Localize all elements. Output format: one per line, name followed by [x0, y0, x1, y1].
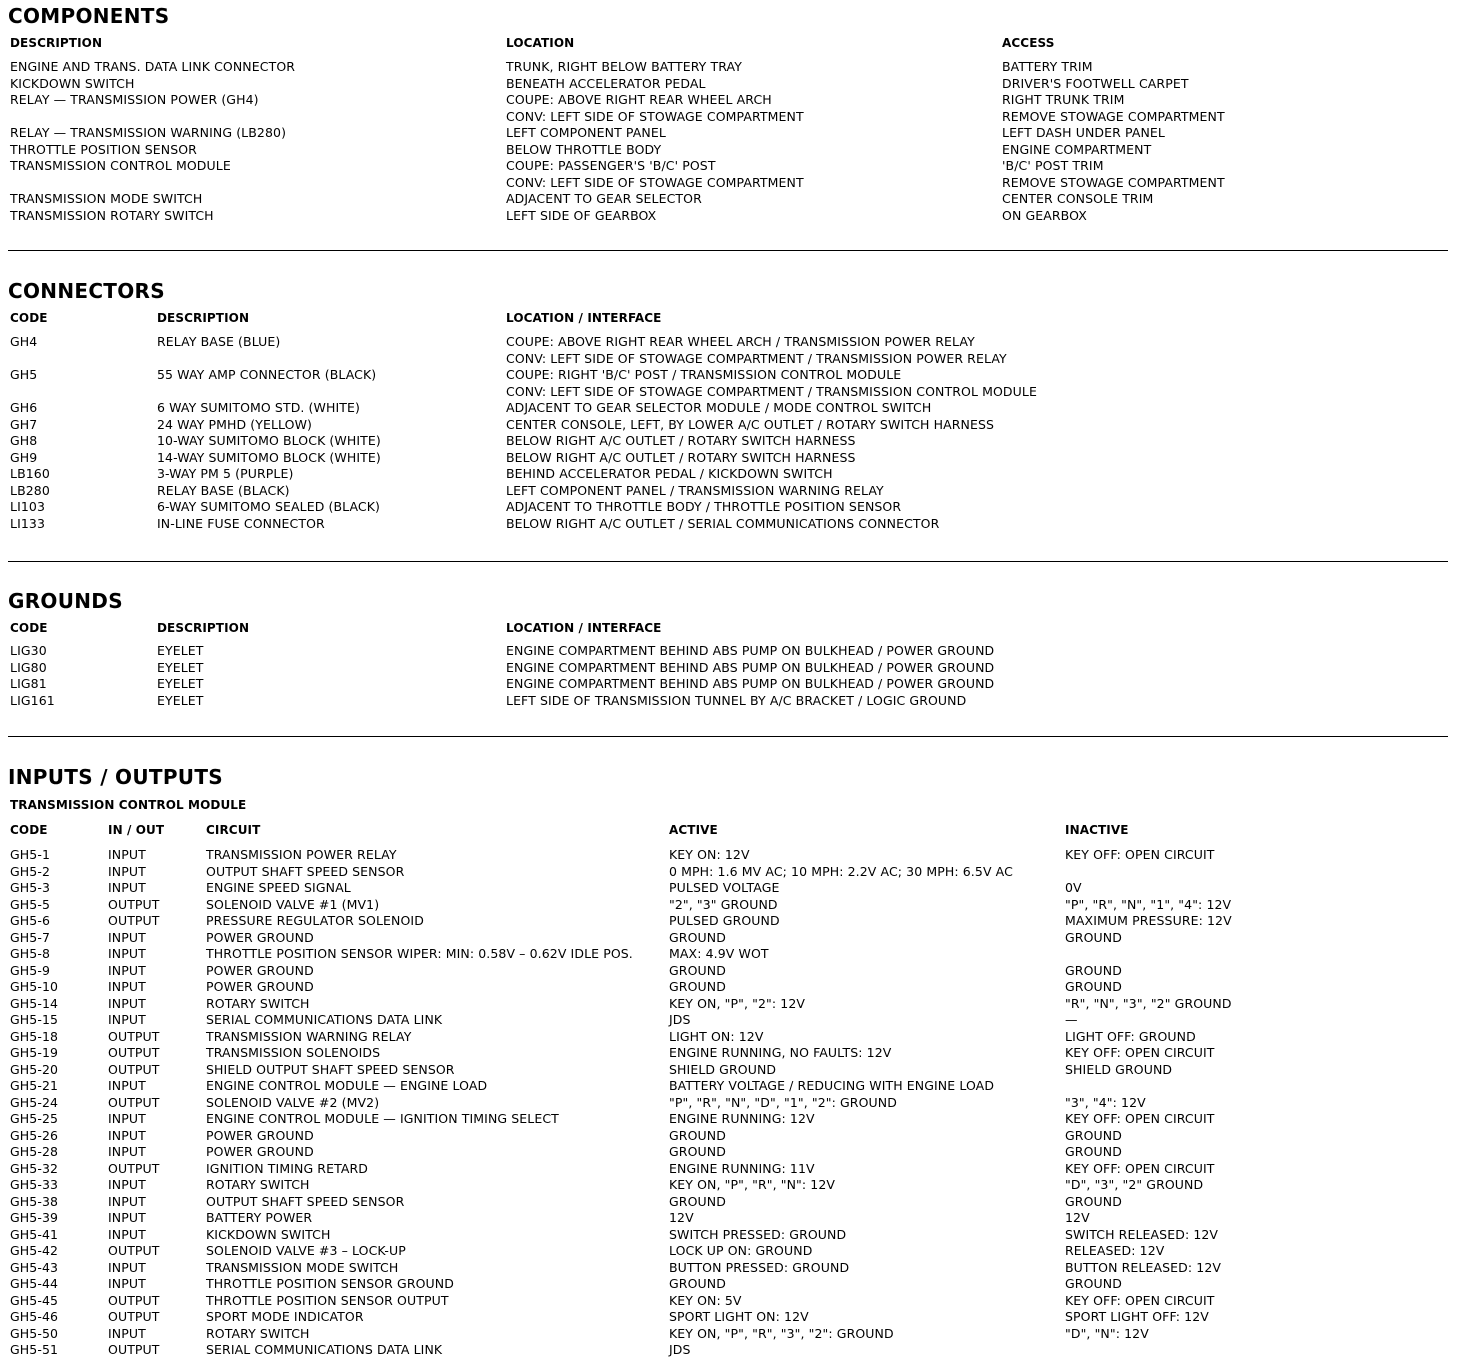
text-line: GROUND	[669, 979, 726, 994]
text-line: GH5-7	[10, 929, 51, 945]
text-line: BATTERY POWER	[206, 1210, 313, 1225]
text-line: SERIAL COMMUNICATIONS DATA LINK	[206, 1012, 443, 1027]
components-header-description: DESCRIPTION	[10, 36, 103, 50]
text-line: 0V	[1065, 880, 1082, 895]
text-line: GH5-25	[10, 1111, 59, 1126]
text-line: LIGHT OFF: GROUND	[1065, 1028, 1196, 1044]
text-line: INPUT	[108, 1144, 146, 1159]
text-line: OUTPUT	[108, 1292, 160, 1308]
text-line: BUTTON PRESSED: GROUND	[669, 1259, 850, 1275]
text-line: LB280	[10, 482, 50, 498]
grounds-description-column	[157, 643, 204, 709]
text-line: ROTARY SWITCH	[206, 1325, 310, 1341]
text-line: 24 WAY PMHD (YELLOW)	[157, 416, 313, 432]
text-line: INPUT	[108, 1210, 146, 1225]
text-line: "2", "3" GROUND	[669, 896, 778, 912]
text-line: SWITCH PRESSED: GROUND	[669, 1226, 847, 1242]
text-line: GH5-21	[10, 1078, 59, 1093]
text-line	[1065, 1078, 1232, 1095]
text-line: LEFT COMPONENT PANEL	[506, 125, 666, 140]
text-line: GH5-5	[10, 896, 51, 912]
text-line: GROUND	[1065, 1276, 1122, 1291]
text-line: GROUND	[1065, 979, 1122, 994]
text-line	[1065, 864, 1232, 881]
text-line: GH6	[10, 400, 38, 415]
text-line: COUPE: ABOVE RIGHT REAR WHEEL ARCH / TRANSMISSION POWER RELAY	[506, 334, 975, 349]
text-line: OUTPUT	[108, 1342, 160, 1357]
io-inout-column	[108, 847, 160, 1359]
grounds-header-description: DESCRIPTION	[157, 621, 250, 635]
text-line: GH5-9	[10, 962, 51, 978]
divider	[8, 736, 1448, 737]
text-line: GROUND	[669, 929, 726, 945]
text-line: EYELET	[157, 659, 204, 675]
text-line: SHIELD GROUND	[669, 1061, 777, 1077]
text-line: BATTERY TRIM	[1002, 59, 1093, 74]
text-line: KICKDOWN SWITCH	[206, 1226, 331, 1242]
text-line: ENGINE COMPARTMENT BEHIND ABS PUMP ON BULKHEAD / POWER GROUND	[506, 659, 995, 675]
text-line: PULSED VOLTAGE	[669, 880, 780, 895]
text-line: LIGHT ON: 12V	[669, 1028, 764, 1044]
text-line: GH5-28	[10, 1144, 59, 1159]
text-line	[157, 351, 381, 368]
text-line: 0 MPH: 1.6 MV AC; 10 MPH: 2.2V AC; 30 MPH: 6.5V AC	[669, 863, 1013, 879]
text-line: "D", "N": 12V	[1065, 1325, 1149, 1341]
text-line	[1065, 1342, 1232, 1359]
text-line: GH5-3	[10, 880, 51, 895]
text-line: INPUT	[108, 946, 146, 961]
text-line: GH5-10	[10, 979, 59, 994]
io-header-inout: IN / OUT	[108, 823, 165, 837]
text-line: POWER GROUND	[206, 979, 314, 994]
text-line: GH5-6	[10, 913, 51, 928]
text-line: KEY OFF: OPEN CIRCUIT	[1065, 847, 1215, 862]
text-line: GROUND	[669, 1193, 726, 1209]
text-line: BEHIND ACCELERATOR PEDAL / KICKDOWN SWITCH	[506, 466, 833, 481]
text-line: TRANSMISSION CONTROL MODULE	[10, 158, 231, 173]
text-line: ADJACENT TO GEAR SELECTOR MODULE / MODE CONTROL SWITCH	[506, 400, 932, 415]
text-line: LI133	[10, 515, 46, 531]
text-line: ADJACENT TO GEAR SELECTOR	[506, 191, 702, 206]
text-line: 55 WAY AMP CONNECTOR (BLACK)	[157, 367, 377, 382]
text-line: SPORT LIGHT OFF: 12V	[1065, 1309, 1209, 1324]
text-line: THROTTLE POSITION SENSOR GROUND	[206, 1276, 454, 1291]
text-line: INPUT	[108, 1193, 146, 1209]
text-line: GH5	[10, 367, 38, 382]
text-line: "3", "4": 12V	[1065, 1094, 1146, 1110]
text-line: SOLENOID VALVE #3 – LOCK-UP	[206, 1243, 406, 1258]
text-line: GH5-43	[10, 1259, 59, 1275]
text-line: LEFT DASH UNDER PANEL	[1002, 125, 1165, 140]
components-header-access: ACCESS	[1002, 36, 1055, 50]
text-line: OUTPUT	[108, 913, 160, 928]
text-line: GH5-15	[10, 1012, 59, 1027]
text-line: INPUT	[108, 1111, 146, 1126]
text-line: KEY ON, "P", "2": 12V	[669, 995, 806, 1011]
text-line	[10, 109, 295, 126]
text-line: GH9	[10, 449, 38, 465]
text-line: 'B/C' POST TRIM	[1002, 158, 1104, 173]
text-line: SHIELD GROUND	[1065, 1061, 1173, 1077]
text-line: INPUT	[108, 979, 146, 994]
connectors-title: CONNECTORS	[8, 279, 165, 303]
io-inactive-column	[1065, 847, 1232, 1359]
components-header-location: LOCATION	[506, 36, 575, 50]
text-line: GH5-44	[10, 1276, 59, 1291]
text-line: CENTER CONSOLE TRIM	[1002, 191, 1154, 206]
text-line: GH5-1	[10, 847, 51, 862]
text-line: KEY ON: 5V	[669, 1292, 742, 1308]
connectors-header-description: DESCRIPTION	[157, 311, 250, 325]
io-active-column	[669, 847, 1013, 1359]
text-line: KEY OFF: OPEN CIRCUIT	[1065, 1045, 1215, 1060]
text-line: 6-WAY SUMITOMO SEALED (BLACK)	[157, 499, 381, 514]
divider	[8, 561, 1448, 562]
text-line: OUTPUT	[108, 896, 160, 912]
text-line: ENGINE RUNNING: 11V	[669, 1160, 815, 1176]
text-line: GROUND	[1065, 1193, 1122, 1209]
text-line: GH5-14	[10, 995, 59, 1011]
text-line	[10, 384, 50, 401]
text-line: GH5-39	[10, 1210, 59, 1225]
text-line: POWER GROUND	[206, 1127, 314, 1143]
text-line: LIG30	[10, 643, 47, 658]
text-line: ON GEARBOX	[1002, 207, 1087, 223]
text-line: GH5-50	[10, 1325, 59, 1341]
text-line: KEY OFF: OPEN CIRCUIT	[1065, 1111, 1215, 1126]
text-line: MAXIMUM PRESSURE: 12V	[1065, 913, 1232, 928]
text-line: OUTPUT SHAFT SPEED SENSOR	[206, 863, 405, 879]
text-line: OUTPUT	[108, 1061, 160, 1077]
text-line: RELAY — TRANSMISSION POWER (GH4)	[10, 92, 259, 107]
components-title: COMPONENTS	[8, 4, 170, 28]
components-access-column	[1002, 59, 1225, 224]
text-line: "R", "N", "3", "2" GROUND	[1065, 995, 1232, 1011]
text-line: INPUT	[108, 1226, 146, 1242]
text-line: COUPE: PASSENGER'S 'B/C' POST	[506, 158, 716, 173]
grounds-header-location: LOCATION / INTERFACE	[506, 621, 662, 635]
text-line: KEY ON, "P", "R", "3", "2": GROUND	[669, 1325, 894, 1341]
components-description-column	[10, 59, 295, 224]
text-line: OUTPUT	[108, 1160, 160, 1176]
text-line: INPUT	[108, 929, 146, 945]
text-line: DRIVER'S FOOTWELL CARPET	[1002, 75, 1189, 91]
text-line: INPUT	[108, 880, 146, 895]
text-line: ROTARY SWITCH	[206, 1177, 310, 1192]
text-line: GROUND	[1065, 1144, 1122, 1159]
text-line: 3-WAY PM 5 (PURPLE)	[157, 466, 294, 481]
text-line: COUPE: RIGHT 'B/C' POST / TRANSMISSION CONTROL MODULE	[506, 367, 902, 382]
text-line: ENGINE SPEED SIGNAL	[206, 880, 351, 895]
io-subtitle: TRANSMISSION CONTROL MODULE	[10, 798, 247, 812]
text-line: SOLENOID VALVE #2 (MV2)	[206, 1094, 380, 1110]
grounds-code-column	[10, 643, 55, 709]
text-line: BELOW RIGHT A/C OUTLET / ROTARY SWITCH HARNESS	[506, 449, 856, 465]
connectors-code-column	[10, 334, 50, 532]
text-line: IGNITION TIMING RETARD	[206, 1160, 369, 1176]
text-line: THROTTLE POSITION SENSOR OUTPUT	[206, 1292, 449, 1308]
text-line: TRANSMISSION POWER RELAY	[206, 847, 397, 862]
text-line: RELAY — TRANSMISSION WARNING (LB280)	[10, 125, 287, 140]
text-line: SPORT MODE INDICATOR	[206, 1309, 364, 1324]
text-line: ENGINE RUNNING: 12V	[669, 1111, 815, 1126]
io-header-circuit: CIRCUIT	[206, 823, 261, 837]
grounds-header-code: CODE	[10, 621, 48, 635]
text-line: ADJACENT TO THROTTLE BODY / THROTTLE POSITION SENSOR	[506, 499, 902, 514]
text-line: RIGHT TRUNK TRIM	[1002, 92, 1125, 107]
text-line: PULSED GROUND	[669, 913, 780, 928]
connectors-description-column	[157, 334, 381, 532]
text-line: GH5-26	[10, 1127, 59, 1143]
text-line	[10, 175, 295, 192]
text-line: MAX: 4.9V WOT	[669, 946, 769, 961]
text-line: GH5-51	[10, 1342, 59, 1357]
text-line: POWER GROUND	[206, 929, 314, 945]
io-circuit-column	[206, 847, 633, 1359]
text-line: JDS	[669, 1342, 691, 1357]
text-line	[1065, 946, 1232, 963]
text-line: EYELET	[157, 676, 204, 691]
text-line: LOCK UP ON: GROUND	[669, 1243, 813, 1258]
text-line: INPUT	[108, 863, 146, 879]
text-line: GROUND	[669, 1276, 726, 1291]
text-line: PRESSURE REGULATOR SOLENOID	[206, 913, 424, 928]
text-line: INPUT	[108, 1259, 146, 1275]
text-line: ROTARY SWITCH	[206, 995, 310, 1011]
text-line: BUTTON RELEASED: 12V	[1065, 1259, 1222, 1275]
text-line: SPORT LIGHT ON: 12V	[669, 1309, 809, 1324]
text-line: INPUT	[108, 847, 146, 862]
text-line: GH5-24	[10, 1094, 59, 1110]
text-line: GROUND	[669, 1127, 726, 1143]
io-header-code: CODE	[10, 823, 48, 837]
io-code-column	[10, 847, 58, 1359]
text-line: GH5-32	[10, 1160, 59, 1176]
text-line: INPUT	[108, 1127, 146, 1143]
text-line: GROUND	[669, 1144, 726, 1159]
text-line: CENTER CONSOLE, LEFT, BY LOWER A/C OUTLET / ROTARY SWITCH HARNESS	[506, 416, 995, 432]
text-line: GH5-46	[10, 1309, 59, 1324]
text-line: TRANSMISSION WARNING RELAY	[206, 1028, 412, 1044]
divider	[8, 250, 1448, 251]
text-line: "D", "3", "2" GROUND	[1065, 1177, 1204, 1192]
text-line: GROUND	[1065, 962, 1122, 978]
text-line: REMOVE STOWAGE COMPARTMENT	[1002, 174, 1225, 190]
text-line: CONV: LEFT SIDE OF STOWAGE COMPARTMENT / TRANSMISSION CONTROL MODULE	[506, 383, 1037, 399]
text-line: GH5-20	[10, 1061, 59, 1077]
text-line: 12V	[669, 1210, 694, 1225]
text-line: GH5-45	[10, 1292, 59, 1308]
text-line: OUTPUT	[108, 1309, 160, 1324]
text-line: SERIAL COMMUNICATIONS DATA LINK	[206, 1342, 443, 1357]
text-line: GH5-8	[10, 946, 51, 961]
text-line: GROUND	[669, 962, 726, 978]
text-line: "P", "R", "N", "1", "4": 12V	[1065, 896, 1232, 912]
text-line: COUPE: ABOVE RIGHT REAR WHEEL ARCH	[506, 92, 772, 107]
text-line: CONV: LEFT SIDE OF STOWAGE COMPARTMENT / TRANSMISSION POWER RELAY	[506, 350, 1007, 366]
connectors-header-code: CODE	[10, 311, 48, 325]
text-line: REMOVE STOWAGE COMPARTMENT	[1002, 108, 1225, 124]
text-line: BELOW RIGHT A/C OUTLET / SERIAL COMMUNICATIONS CONNECTOR	[506, 515, 940, 531]
text-line: INPUT	[108, 1325, 146, 1341]
text-line: SOLENOID VALVE #1 (MV1)	[206, 896, 380, 912]
text-line: BATTERY VOLTAGE / REDUCING WITH ENGINE LOAD	[669, 1078, 995, 1093]
text-line: LIG80	[10, 659, 47, 675]
text-line: GH7	[10, 416, 38, 432]
text-line: RELAY BASE (BLUE)	[157, 334, 281, 349]
connectors-header-location: LOCATION / INTERFACE	[506, 311, 662, 325]
components-location-column	[506, 59, 804, 224]
grounds-title: GROUNDS	[8, 589, 123, 613]
text-line: OUTPUT	[108, 1094, 160, 1110]
text-line: "P", "R", "N", "D", "1", "2": GROUND	[669, 1094, 897, 1110]
text-line	[10, 351, 50, 368]
text-line: LI103	[10, 499, 46, 514]
text-line: —	[1065, 1012, 1078, 1027]
text-line: GH4	[10, 334, 38, 349]
text-line: INPUT	[108, 962, 146, 978]
text-line: INPUT	[108, 1177, 146, 1192]
text-line: ENGINE CONTROL MODULE — IGNITION TIMING SELECT	[206, 1111, 559, 1126]
text-line: KEY ON, "P", "R", "N": 12V	[669, 1177, 836, 1192]
text-line: 12V	[1065, 1210, 1090, 1225]
text-line: TRANSMISSION SOLENOIDS	[206, 1045, 381, 1060]
grounds-location-column	[506, 643, 994, 709]
text-line: TRUNK, RIGHT BELOW BATTERY TRAY	[506, 59, 742, 74]
text-line: THROTTLE POSITION SENSOR	[10, 141, 197, 157]
text-line: INPUT	[108, 1276, 146, 1291]
text-line: CONV: LEFT SIDE OF STOWAGE COMPARTMENT	[506, 174, 804, 190]
text-line: OUTPUT	[108, 1028, 160, 1044]
connectors-location-column	[506, 334, 1037, 532]
text-line: KEY OFF: OPEN CIRCUIT	[1065, 1160, 1215, 1176]
text-line: JDS	[669, 1012, 691, 1027]
text-line: GH5-41	[10, 1226, 59, 1242]
text-line: BELOW THROTTLE BODY	[506, 141, 662, 157]
text-line: GROUND	[1065, 1127, 1122, 1143]
text-line: LEFT SIDE OF TRANSMISSION TUNNEL BY A/C BRACKET / LOGIC GROUND	[506, 692, 967, 708]
text-line: SHIELD OUTPUT SHAFT SPEED SENSOR	[206, 1061, 455, 1077]
io-title: INPUTS / OUTPUTS	[8, 765, 223, 789]
text-line: TRANSMISSION MODE SWITCH	[206, 1259, 399, 1275]
text-line: LIG161	[10, 692, 55, 708]
text-line: EYELET	[157, 643, 204, 658]
text-line: ENGINE RUNNING, NO FAULTS: 12V	[669, 1045, 892, 1060]
text-line: POWER GROUND	[206, 962, 314, 978]
text-line: ENGINE COMPARTMENT BEHIND ABS PUMP ON BULKHEAD / POWER GROUND	[506, 676, 995, 691]
text-line: ENGINE COMPARTMENT	[1002, 141, 1152, 157]
text-line: LB160	[10, 466, 50, 481]
text-line: BENEATH ACCELERATOR PEDAL	[506, 75, 706, 91]
text-line: ENGINE AND TRANS. DATA LINK CONNECTOR	[10, 59, 296, 74]
text-line: IN-LINE FUSE CONNECTOR	[157, 515, 325, 531]
text-line: OUTPUT SHAFT SPEED SENSOR	[206, 1193, 405, 1209]
text-line: TRANSMISSION ROTARY SWITCH	[10, 207, 214, 223]
text-line: GH5-42	[10, 1243, 59, 1258]
text-line: GH5-19	[10, 1045, 59, 1060]
text-line: ENGINE CONTROL MODULE — ENGINE LOAD	[206, 1078, 488, 1093]
text-line: KEY ON: 12V	[669, 847, 750, 862]
text-line: OUTPUT	[108, 1045, 160, 1060]
text-line: SWITCH RELEASED: 12V	[1065, 1226, 1219, 1242]
io-header-active: ACTIVE	[669, 823, 718, 837]
text-line: INPUT	[108, 995, 146, 1011]
io-header-inactive: INACTIVE	[1065, 823, 1129, 837]
text-line: GH5-2	[10, 863, 51, 879]
text-line: LEFT COMPONENT PANEL / TRANSMISSION WARNING RELAY	[506, 482, 884, 498]
text-line: GH8	[10, 433, 38, 448]
text-line: TRANSMISSION MODE SWITCH	[10, 191, 203, 206]
text-line	[157, 384, 381, 401]
text-line: 14-WAY SUMITOMO BLOCK (WHITE)	[157, 449, 381, 465]
text-line: KEY OFF: OPEN CIRCUIT	[1065, 1292, 1215, 1308]
text-line: CONV: LEFT SIDE OF STOWAGE COMPARTMENT	[506, 108, 804, 124]
text-line: EYELET	[157, 692, 204, 708]
text-line: RELEASED: 12V	[1065, 1243, 1165, 1258]
text-line: LEFT SIDE OF GEARBOX	[506, 207, 657, 223]
text-line: POWER GROUND	[206, 1144, 314, 1159]
text-line: LIG81	[10, 676, 47, 691]
text-line: GH5-38	[10, 1193, 59, 1209]
text-line: RELAY BASE (BLACK)	[157, 482, 290, 498]
text-line: INPUT	[108, 1012, 146, 1027]
text-line: BELOW RIGHT A/C OUTLET / ROTARY SWITCH HARNESS	[506, 433, 856, 448]
text-line: KICKDOWN SWITCH	[10, 75, 135, 91]
text-line: 6 WAY SUMITOMO STD. (WHITE)	[157, 400, 360, 415]
text-line: OUTPUT	[108, 1243, 160, 1258]
text-line: ENGINE COMPARTMENT BEHIND ABS PUMP ON BULKHEAD / POWER GROUND	[506, 643, 995, 658]
text-line: INPUT	[108, 1078, 146, 1093]
text-line: 10-WAY SUMITOMO BLOCK (WHITE)	[157, 433, 381, 448]
text-line: THROTTLE POSITION SENSOR WIPER: MIN: 0.58V – 0.62V IDLE POS.	[206, 946, 633, 961]
text-line: GROUND	[1065, 929, 1122, 945]
text-line: GH5-33	[10, 1177, 59, 1192]
text-line: GH5-18	[10, 1028, 59, 1044]
